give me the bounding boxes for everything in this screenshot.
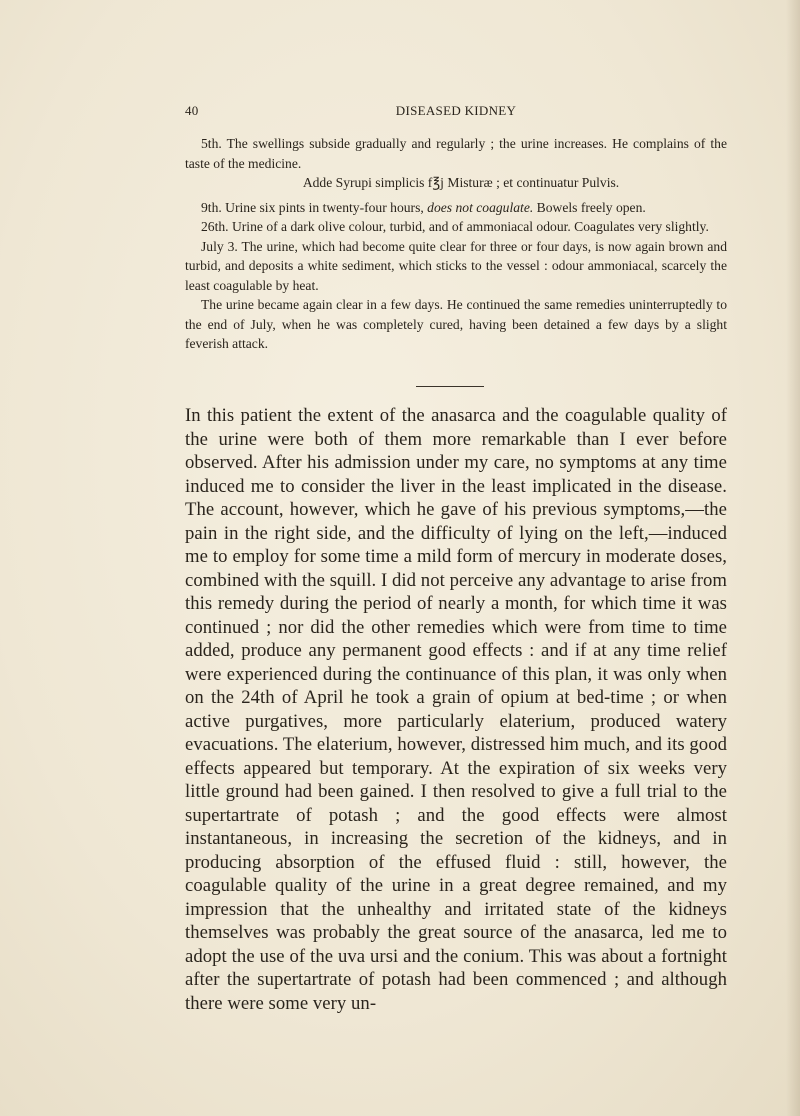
case-notes [185,134,727,354]
running-title: DISEASED KIDNEY [395,103,517,118]
main-text [185,404,727,1015]
note-emphasis: does not coagulate. [427,199,534,215]
note-paragraph [185,198,727,218]
section-divider [416,386,484,387]
page-number: 40 [185,103,199,118]
note-paragraph: The urine became again clear in a few days. He continued the same remedies uninterruptedly to the end of July, when he was completely cured, having been detained a few days by a slight feverish attack. [185,297,727,351]
note-paragraph: 5th. The swellings subside gradually and regularly ; the urine increases. He complains of the taste of the medicine. [185,136,727,171]
prescription-line: Adde Syrupi simplicis f℥j Misturæ ; et continuatur Pulvis. [302,175,620,190]
commentary-paragraph: In this patient the extent of the anasarca and the coagulable quality of the urine were both of them more remarkable than I ever before observed. After his admission under my care, no symptoms at any time induced me to consider the liver in the least implicated in the disease. The account, however, which he gave of his previous symptoms,—the pain in the right side, and the difficulty of lying on the left,—induced me to employ for some time a mild form of mercury in moderate doses, combined with the squill. I did not perceive any advantage to arise from this remedy during the period of nearly a month, for which time it was continued ; nor did the other remedies which were from time to time added, produce any permanent good effects : and if at any time relief were experienced during the continuance of this plan, it was only when on the 24th of April he took a grain of opium at bed-time ; or when active purgatives, more particularly elaterium, produced watery evacuations. The elaterium, however, distressed him much, and its good effects appeared but temporary. At the expiration of six weeks very little ground had been gained. I then resolved to give a full trial to the supertartrate of potash ; and the good effects were almost instantaneous, in increasing the secretion of the kidneys, and in producing absorption of the effused fluid : still, however, the coagulable quality of the urine in a great degree remained, and my impression that the unhealthy and irritated state of the kidneys themselves was probably the great source of the anasarca, led me to adopt the use of the uva ursi and the conium. This was about a fortnight after the supertartrate of potash had been commenced ; and although there were some very un- [185,405,727,1014]
note-text: Bowels freely open. [536,199,646,215]
page-header [185,103,727,121]
note-text: 9th. Urine six pints in twenty-four hours, [201,199,424,215]
note-paragraph: 26th. Urine of a dark olive colour, turbid, and of ammoniacal odour. Coagulates very slightly. [201,219,709,234]
note-paragraph: July 3. The urine, which had become quite clear for three or four days, is now again brown and turbid, and deposits a white sediment, which sticks to the vessel : odour ammoniacal, scarcely the least coagulable by heat. [185,238,727,293]
page-edge-shadow [786,0,800,1116]
